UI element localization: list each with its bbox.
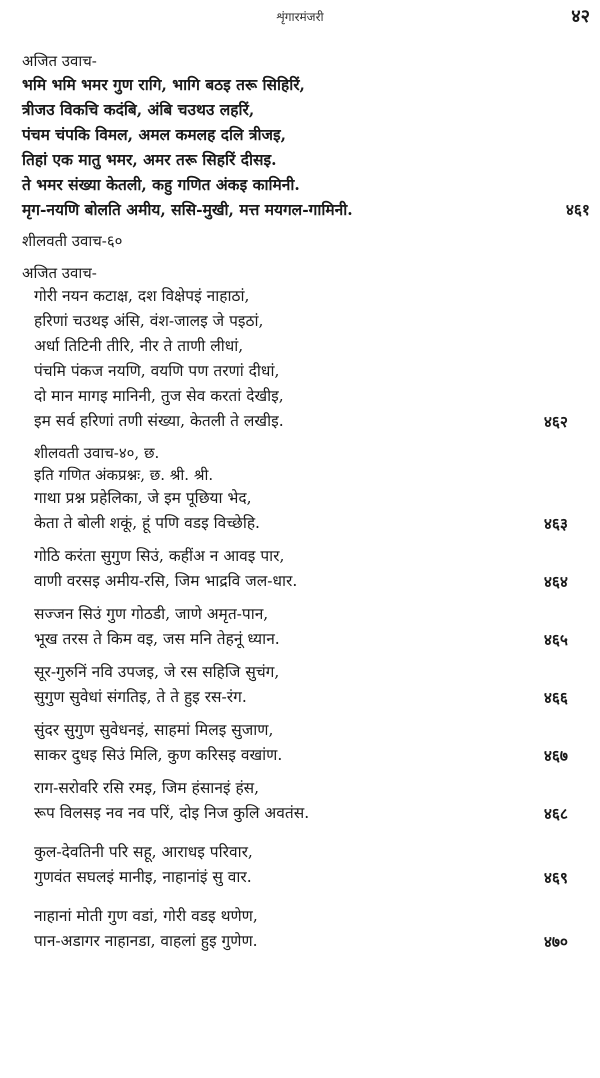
verse-text: वाणी वरसइ अमीय-रसि, जिम भाद्रवि जल-धार.: [34, 572, 298, 590]
verse-text: सुगुण सुवेधां संगतिइ, ते ते हुइ रस-रंग.: [34, 688, 247, 706]
verse-text: पान-अडागर नाहानडा, वाहलां हुइ गुणेण.: [34, 932, 258, 950]
verse-line-last: [34, 627, 592, 652]
verse-text: गुणवंत सघलइं मानीइ, नाहानांइं सु वार.: [34, 868, 252, 886]
verse-text: रूप विलसइ नव नव परिं, दोइ निज कुलि अवतंस.: [34, 804, 310, 822]
verse-line: ते भमर संख्या केतली, कहु गणित अंकइ कामिनी.: [22, 175, 300, 194]
verse-line: सज्जन सिउं गुण गोठडी, जाणे अमृत-पान,: [34, 605, 269, 623]
verse-text: केता ते बोली शकूं, हूं पणि वडइ विच्छेहि.: [34, 514, 260, 532]
verse-line-last: [22, 511, 592, 536]
verse-number: ४६६: [543, 688, 568, 707]
verse-line-last: [34, 685, 592, 710]
verse-text: भूख तरस ते किम वइ, जस मनि तेहनूं ध्यान.: [34, 630, 280, 648]
verse-line: तिहां एक मातु भमर, अमर तरू सिहरिं दीसइ.: [22, 150, 277, 169]
speaker-label: अजित उवाच-: [22, 264, 97, 282]
verse-number: ४६१: [565, 200, 590, 219]
page-body: [22, 50, 592, 962]
verse-line: पंचमि पंकज नयणि, वयणि पण तरणां दीधां,: [34, 362, 280, 380]
verse-461: [22, 72, 592, 222]
verse-line: पंचम चंपकि विमल, अमल कमलह दलि त्रीजइ,: [22, 125, 287, 144]
verse-line: अर्धा तिटिनी तीरि, नीर ते ताणी लीधां,: [34, 337, 244, 355]
verse-463: [22, 486, 592, 536]
verse-number: ४६८: [543, 804, 568, 823]
verse-line: हरिणां चउथइ अंसि, वंश-जालइ जे पइठां,: [34, 312, 264, 330]
verse-number: ४७०: [543, 932, 568, 951]
verse-number: ४६९: [543, 868, 568, 887]
verse-number: ४६७: [543, 746, 568, 765]
verse-469: [22, 840, 592, 890]
verse-line: नाहानां मोती गुण वडां, गोरी वडइ थणेण,: [34, 907, 258, 925]
verse-number: ४६३: [543, 514, 568, 533]
verse-466: [22, 660, 592, 710]
verse-line-last: [34, 743, 592, 768]
verse-line: कुल-देवतिनी परि सहू, आराधइ परिवार,: [34, 843, 253, 861]
verse-line: सुंदर सुगुण सुवेधनइं, साहमां मिलइ सुजाण,: [34, 721, 274, 739]
verse-line-last: [34, 569, 592, 594]
verse-text: इम सर्व हरिणां तणी संख्या, केतली ते लखीइ.: [34, 412, 284, 430]
verse-number: ४६४: [543, 572, 568, 591]
verse-470: [22, 904, 592, 954]
verse-line: गोरी नयन कटाक्ष, दश विक्षेपइं नाहाठां,: [34, 287, 250, 305]
verse-line: राग-सरोवरि रसि रमइ, जिम हंसानइं हंस,: [34, 779, 260, 797]
verse-line: भमि भमि भमर गुण रागि, भागि बठइ तरू सिहिरिं,: [22, 75, 305, 94]
verse-465: [22, 602, 592, 652]
verse-line-last: [22, 409, 592, 434]
verse-line-last: [34, 929, 592, 954]
speaker-label: शीलवती उवाच-६०: [22, 232, 123, 250]
verse-text: साकर दुधइ सिउं मिलि, कुण करिसइ वखांण.: [34, 746, 283, 764]
verse-line: दो मान मागइ मानिनी, तुज सेव करतां देखीइ,: [34, 387, 284, 405]
page-header: [0, 0, 600, 34]
speaker-label: अजित उवाच-: [22, 52, 97, 70]
verse-462: [22, 284, 592, 434]
page-number: ४२: [571, 6, 590, 27]
running-title: शृंगारमंजरी: [276, 10, 324, 24]
verse-number: ४६५: [543, 630, 568, 649]
verse-line: सूर-गुरुनिं नवि उपजइ, जे रस सहिजि सुचंग,: [34, 663, 280, 681]
verse-line-last: [34, 801, 592, 826]
verse-number: ४६२: [543, 412, 568, 431]
verse-464: [22, 544, 592, 594]
verse-line: त्रीजउ विकचि कदंबि, अंबि चउथउ लहरिं,: [22, 100, 255, 119]
verse-467: [22, 718, 592, 768]
verse-line-last: [22, 197, 592, 222]
verse-468: [22, 776, 592, 826]
colophon-line: इति गणित अंकप्रश्नः, छ. श्री. श्री.: [34, 466, 214, 484]
verse-line: गाथा प्रश्न प्रहेलिका, जे इम पूछिया भेद,: [34, 489, 252, 507]
speaker-label: शीलवती उवाच-४०, छ.: [34, 444, 160, 462]
verse-line-last: [34, 865, 592, 890]
verse-line: गोठि करंता सुगुण सिउं, कहींअ न आवइ पार,: [34, 547, 285, 565]
verse-text: मृग-नयणि बोलति अमीय, ससि-मुखी, मत्त मयगल-गामिनी.: [22, 200, 353, 219]
